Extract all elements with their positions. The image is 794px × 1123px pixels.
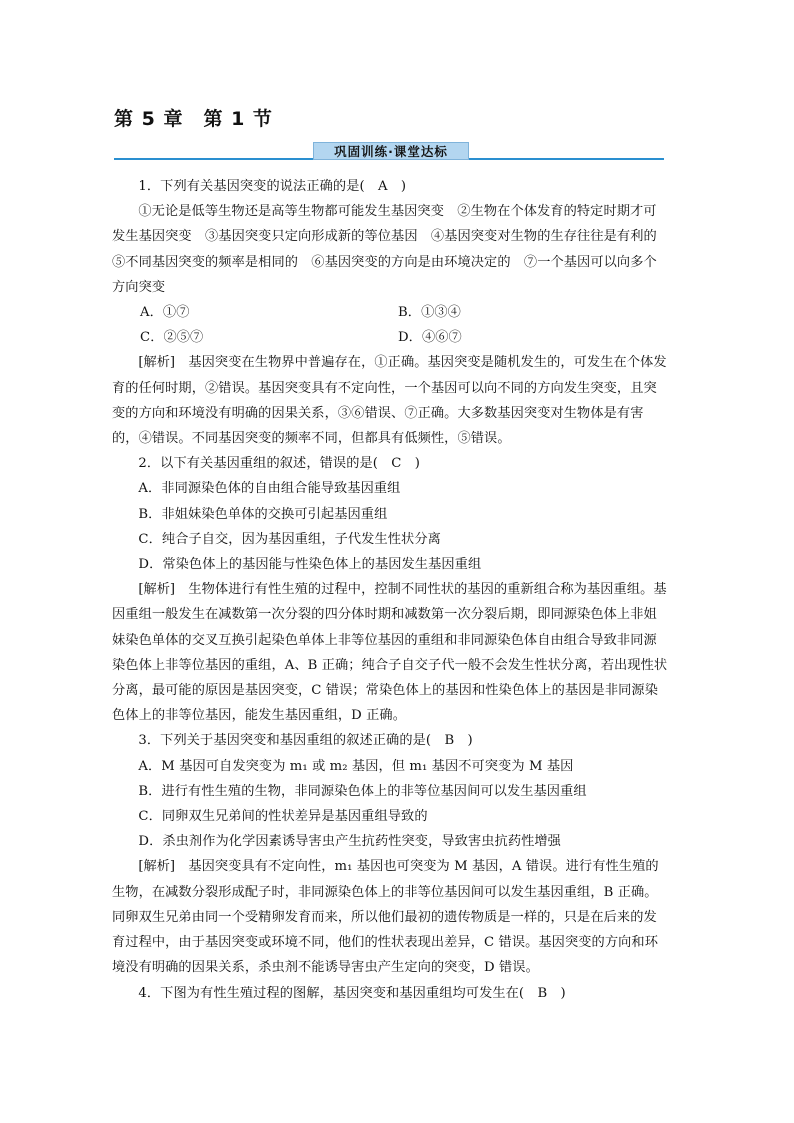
analysis-tag: [解析] — [138, 859, 176, 875]
question-1-option-c: C．②⑤⑦ — [140, 330, 204, 346]
chapter-heading: 第 5 章 第 1 节 — [114, 108, 273, 130]
question-3-option-d: D．杀虫剂作为化学因素诱导害虫产生抗药性突变，导致害虫抗药性增强 — [138, 834, 561, 850]
question-3-option-a: A．M 基因可自发突变为 m₁ 或 m₂ 基因，但 m₁ 基因不可突变为 M 基因 — [138, 758, 574, 774]
section-banner-band — [114, 142, 664, 162]
question-3-option-b: B．进行有性生殖的生物，非同源染色体上的非等位基因间可以发生基因重组 — [138, 783, 587, 799]
analysis-text: 基因突变具有不定向性，m₁ 基因也可突变为 M 基因，A 错误。进行有性生殖的生物，在减数分裂形成配子时，非同源染色体上的非等位基因间可以发生基因重组，B 正确。同卵双生兄弟由同一个受精卵发育而来，所以他们最初的遗传物质是一样的，只是在后来的发育过程中，由于基因突变或环境不同，他们的性状表现出差异，C 错误。基因突变的方向和环境没有明确的因果关系，杀虫剂不能诱导害虫产生定向的突变，D 错误。 — [112, 859, 659, 976]
analysis-tag: [解析] — [138, 355, 176, 371]
document-body — [112, 174, 671, 1006]
analysis-text: 基因突变在生物界中普遍存在，①正确。基因突变是随机发生的，可发生在个体发育的任何时期，②错误。基因突变具有不定向性，一个基因可以向不同的方向发生突变，且突变的方向和环境没有明确的因果关系，③⑥错误、⑦正确。大多数基因突变对生物体是有害的，④错误。不同基因突变的频率不同，但都具有低频性，⑤错误。 — [112, 355, 667, 447]
question-1-analysis — [112, 350, 668, 451]
question-2-option-b: B．非姐妹染色单体的交换可引起基因重组 — [138, 506, 388, 522]
question-2-option-d: D．常染色体上的基因能与性染色体上的基因发生基因重组 — [138, 557, 482, 573]
question-2-stem: 2．以下有关基因重组的叙述，错误的是( C ) — [138, 456, 421, 472]
question-1-option-a: A．①⑦ — [140, 305, 190, 321]
question-1-body: ①无论是低等生物还是高等生物都可能发生基因突变 ②生物在个体发育的特定时期才可发生基因突变 ③基因突变只定向形成新的等位基因 ④基因突变对生物的生存往往是有利的 ⑤不同基因突变的频率是相同的 ⑥基因突变的方向是由环境决定的 ⑦一个基因可以向多个方向突变 — [112, 204, 671, 295]
question-1-option-b: B．①③④ — [398, 305, 461, 321]
question-3-option-c: C．同卵双生兄弟间的性状差异是基因重组导致的 — [138, 809, 428, 825]
question-2-option-a: A．非同源染色体的自由组合能导致基因重组 — [138, 481, 401, 497]
question-2-analysis — [112, 577, 668, 728]
question-1-options-row-2 — [112, 325, 668, 350]
question-4-stem: 4．下图为有性生殖过程的图解，基因突变和基因重组均可发生在( B ) — [138, 985, 566, 1001]
question-3-stem: 3．下列关于基因突变和基因重组的叙述正确的是( B ) — [138, 733, 473, 749]
analysis-tag: [解析] — [138, 582, 176, 598]
question-1-stem: 1．下列有关基因突变的说法正确的是( A ) — [138, 179, 407, 194]
question-1-options-row-1 — [112, 300, 668, 325]
question-1-option-d: D．④⑥⑦ — [398, 330, 462, 346]
section-banner: 巩固训练·课堂达标 — [313, 142, 469, 160]
question-2-option-c: C．纯合子自交，因为基因重组，子代发生性状分离 — [138, 531, 441, 547]
question-3-analysis — [112, 854, 668, 980]
analysis-text: 生物体进行有性生殖的过程中，控制不同性状的基因的重新组合称为基因重组。基因重组一般发生在减数第一次分裂的四分体时期和减数第一次分裂后期，即同源染色体上非姐妹染色单体的交叉互换引起染色单体上非等位基因的重组和非同源染色体自由组合导致非同源染色体上非等位基因的重组，A、B 正确；纯合子自交子代一般不会发生性状分离，若出现性状分离，最可能的原因是基因突变，C 错误；常染色体上的基因和性染色体上的基因是非同源染色体上的非等位基因，能发生基因重组，D 正确。 — [112, 582, 668, 724]
